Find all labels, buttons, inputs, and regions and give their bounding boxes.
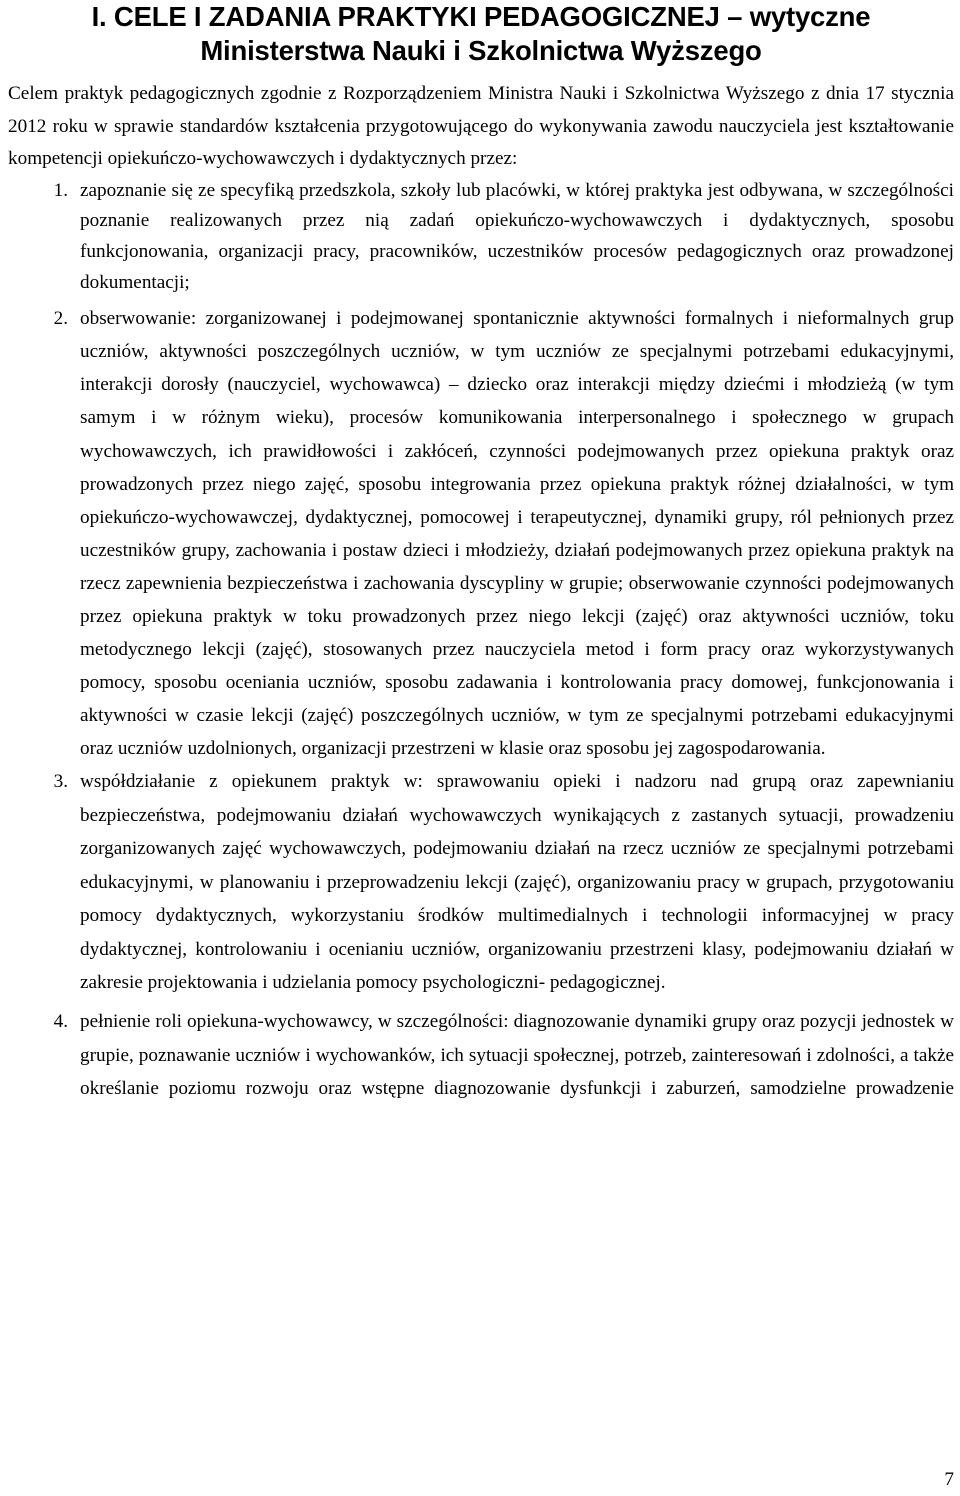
list-item <box>8 176 954 298</box>
list-item-number: 3. <box>53 771 68 793</box>
list-item-number: 1. <box>53 179 68 201</box>
page-number: 7 <box>944 1469 954 1490</box>
section-heading <box>8 0 954 68</box>
list-item-number: 4. <box>53 1011 68 1033</box>
list-item-number: 2. <box>53 308 68 330</box>
list-item-text: obserwowanie: zorganizowanej i podejmowanej spontanicznie aktywności formalnych i nieformalnych grup uczniów, aktywności poszczególnych uczniów, w tym uczniów ze specjalnymi potrzebami edukacyjnymi, interakcji dorosły (nauczyciel, wychowawca) – dziecko oraz interakcji między dziećmi i młodzieżą (w tym samym i w różnym wieku), procesów komunikowania interpersonalnego i społecznego w grupach wychowawczych, ich prawidłowości i zakłóceń, czynności podejmowanych przez opiekuna praktyk oraz prowadzonych przez niego zajęć, sposobu integrowania przez opiekuna praktyk różnej działalności, w tym opiekuńczo-wychowawczej, dydaktycznej, pomocowej i terapeutycznej, dynamiki grupy, ról pełnionych przez uczestników grupy, zachowania i postaw dzieci i młodzieży, działań podejmowanych przez opiekuna praktyk na rzecz zapewnienia bezpieczeństwa i zachowania dyscypliny w grupie; obserwowanie czynności podejmowanych przez opiekuna praktyk w toku prowadzonych przez niego lekcji (zajęć) oraz aktywności uczniów, toku metodycznego lekcji (zajęć), stosowanych przez nauczyciela metod i form pracy oraz wykorzystywanych pomocy, sposobu oceniania uczniów, sposobu zadawania i kontrolowania pracy domowej, funkcjonowania i aktywności w czasie lekcji (zajęć) poszczególnych uczniów, w tym ze specjalnymi potrzebami edukacyjnymi oraz uczniów uzdolnionych, organizacji przestrzeni w klasie oraz sposobu jej zagospodarowania. <box>80 308 954 760</box>
list-item <box>8 765 954 999</box>
heading-line-2: Ministerstwa Nauki i Szkolnictwa Wyższego <box>200 35 762 66</box>
heading-line-1: I. CELE I ZADANIA PRAKTYKI PEDAGOGICZNEJ – wytyczne <box>91 1 871 32</box>
intro-paragraph: Celem praktyk pedagogicznych zgodnie z Rozporządzeniem Ministra Nauki i Szkolnictwa Wyższego z dnia 17 stycznia 2012 roku w sprawie standardów kształcenia przygotowującego do wykonywania zawodu nauczyciela jest kształtowanie kompetencji opiekuńczo-wychowawczych i dydaktycznych przez: <box>8 83 954 170</box>
list-item-text: pełnienie roli opiekuna-wychowawcy, w szczególności: diagnozowanie dynamiki grupy oraz pozycji jednostek w grupie, poznawanie uczniów i wychowanków, ich sytuacji społecznej, potrzeb, zainteresowań i zdolności, a także określanie poziomu rozwoju oraz wstępne diagnozowanie dysfunkcji i zaburzeń, samodzielne prowadzenie <box>80 1011 954 1099</box>
task-list <box>8 176 954 1105</box>
list-item <box>8 1005 954 1105</box>
list-item-text: współdziałanie z opiekunem praktyk w: sprawowaniu opieki i nadzoru nad grupą oraz zapewnianiu bezpieczeństwa, podejmowaniu działań wychowawczych wynikających z zastanych sytuacji, prowadzeniu zorganizowanych zajęć wychowawczych, podejmowaniu działań na rzecz uczniów ze specjalnymi potrzebami edukacyjnymi, w planowaniu i przeprowadzeniu lekcji (zajęć), organizowaniu pracy w grupach, przygotowaniu pomocy dydaktycznych, wykorzystaniu środków multimedialnych i technologii informacyjnej w pracy dydaktycznej, kontrolowaniu i ocenianiu uczniów, organizowaniu przestrzeni klasy, podejmowaniu działań w zakresie projektowania i udzielania pomocy psychologiczni- pedagogicznej. <box>80 771 954 993</box>
list-item <box>8 302 954 765</box>
list-item-text: zapoznanie się ze specyfiką przedszkola, szkoły lub placówki, w której praktyka jest odbywana, w szczególności poznanie realizowanych przez nią zadań opiekuńczo-wychowawczych i dydaktycznych, sposobu funkcjonowania, organizacji pracy, pracowników, uczestników procesów pedagogicznych oraz prowadzonej dokumentacji; <box>80 179 954 293</box>
